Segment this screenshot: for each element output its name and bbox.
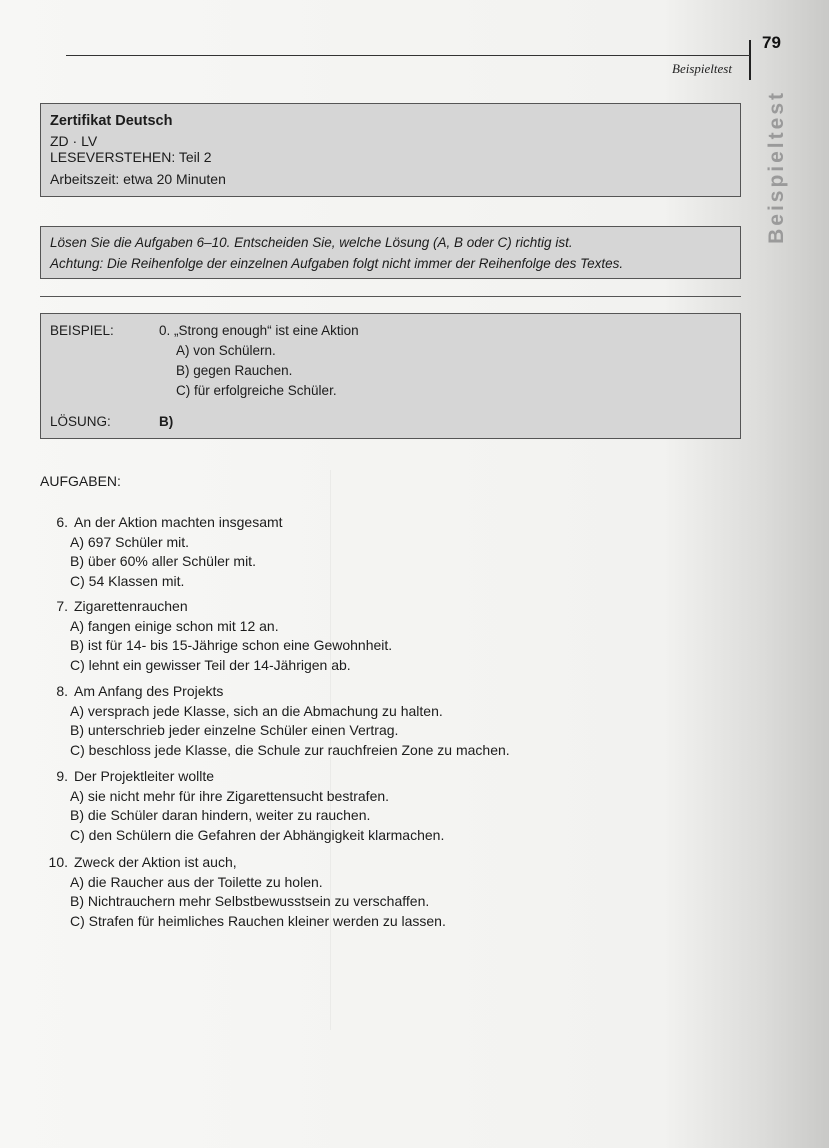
task-option-a: A) fangen einige schon mit 12 an.: [70, 617, 279, 634]
example-option-b: B) gegen Rauchen.: [176, 363, 293, 378]
task-number: 8.: [56, 683, 68, 699]
task-item: [47, 597, 667, 676]
task-option-c: C) beschloss jede Klasse, die Schule zur rauchfreien Zone zu machen.: [70, 742, 510, 759]
example-box: [40, 313, 741, 439]
task-question: Der Projektleiter wollte: [74, 768, 215, 784]
task-option-c: C) 54 Klassen mit.: [70, 573, 185, 590]
solution-label: LÖSUNG:: [50, 414, 111, 429]
task-item: [47, 853, 667, 932]
side-tab-label: Beispieltest: [765, 90, 788, 244]
task-item: [47, 767, 667, 846]
task-number: 6.: [56, 514, 68, 530]
task-option-a: A) 697 Schüler mit.: [70, 533, 190, 550]
working-time: Arbeitszeit: etwa 20 Minuten: [50, 170, 226, 187]
task-option-c: C) Strafen für heimliches Rauchen kleiner werden zu lassen.: [70, 913, 446, 930]
task-question: An der Aktion machten insgesamt: [74, 514, 283, 530]
instructions-line-1: Lösen Sie die Aufgaben 6–10. Entscheiden Sie, welche Lösung (A, B oder C) richtig ist.: [50, 235, 573, 250]
task-option-a: A) sie nicht mehr für ihre Zigarettensucht bestrafen.: [70, 787, 390, 804]
task-option-b: B) unterschrieb jeder einzelne Schüler einen Vertrag.: [70, 722, 399, 739]
example-option-a: A) von Schülern.: [176, 343, 276, 358]
instructions-line-2: Achtung: Die Reihenfolge der einzelnen Aufgaben folgt nicht immer der Reihenfolge des Textes.: [50, 256, 624, 271]
running-title: Beispieltest: [672, 61, 732, 76]
certificate-title: Zertifikat Deutsch: [50, 113, 173, 129]
example-question: 0. „Strong enough“ ist eine Aktion: [159, 323, 359, 338]
solution-value: B): [159, 414, 174, 429]
task-option-b: B) über 60% aller Schüler mit.: [70, 553, 256, 570]
task-number: 7.: [56, 598, 68, 614]
tasks-heading: AUFGABEN:: [40, 473, 121, 489]
section-divider: [40, 296, 741, 297]
task-option-a: A) versprach jede Klasse, sich an die Abmachung zu halten.: [70, 702, 443, 719]
task-question: Zigarettenrauchen: [74, 598, 188, 614]
header-divider-horizontal: [66, 55, 750, 56]
header-divider-vertical: [749, 40, 751, 80]
task-option-b: B) Nichtrauchern mehr Selbstbewusstsein zu verschaffen.: [70, 893, 430, 910]
task-option-b: B) ist für 14- bis 15-Jährige schon eine Gewohnheit.: [70, 637, 393, 654]
example-label: BEISPIEL:: [50, 323, 114, 338]
certificate-box: [40, 103, 741, 197]
certificate-code: ZD · LV: [50, 132, 98, 149]
task-question: Am Anfang des Projekts: [74, 683, 224, 699]
task-option-c: C) den Schülern die Gefahren der Abhängigkeit klarmachen.: [70, 827, 445, 844]
task-option-a: A) die Raucher aus der Toilette zu holen.: [70, 873, 323, 890]
task-number: 9.: [56, 768, 68, 784]
task-option-b: B) die Schüler daran hindern, weiter zu rauchen.: [70, 807, 371, 824]
section-title: LESEVERSTEHEN: Teil 2: [50, 149, 212, 165]
task-question: Zweck der Aktion ist auch,: [74, 854, 237, 870]
task-item: [47, 682, 667, 761]
task-number: 10.: [48, 854, 68, 870]
example-option-c: C) für erfolgreiche Schüler.: [176, 383, 337, 398]
task-item: [47, 513, 667, 592]
instructions-box: [40, 226, 741, 279]
page-number: 79: [762, 33, 781, 52]
task-option-c: C) lehnt ein gewisser Teil der 14-Jährigen ab.: [70, 657, 351, 674]
